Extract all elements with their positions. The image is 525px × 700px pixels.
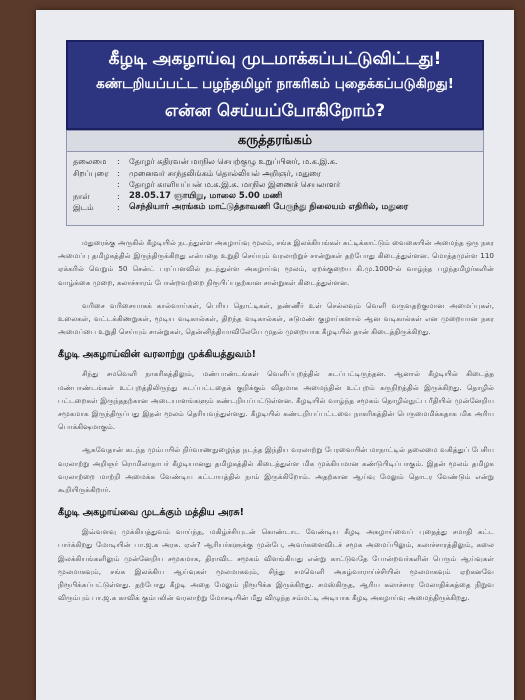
headline-line-3: என்ன செய்யப்போகிறோம்? bbox=[164, 101, 386, 121]
section-heading: கீழடி அகழாய்வை முடக்கும் மத்திய அரசு! bbox=[58, 507, 244, 519]
paragraph: மதுரைக்கு அருகில் கீழடியில் நடந்துள்ள அகழாய்வு மூலம், சங்க இலக்கியங்கள் சுட்டிக்காட்டும் வைகையின் அமைந்த ஒரு நகர அமைப்பு தமிழகத்தில் இருந்திருக்கிறது என்பதை உறுதி செய்யும் வரலாற்றுச் சான்றுகள் தற்போது கிடைத்துள்ளன. மொத்தமுள்ள 110 ஏக்கரில் வெறும் 50 சென்ட் பரப்பளவில் நடந்துள்ள அகழாய்வு மூலம், ஏறக்குறைய கி.மு.1000-ல் வாழ்ந்த பழந்தமிழர்களின் வாழ்க்கை முறை, கலாச்சாரம் போன்றவற்றை நிரூபிப்பதற்கான சான்றுகள் கிடைத்துள்ளன. bbox=[58, 238, 494, 287]
headline-banner bbox=[66, 40, 484, 130]
detail-row-date: நாள் : 28.05.17 ஞாயிறு, மாலை 5.00 மணி bbox=[73, 190, 283, 201]
detail-row-speaker-2: : தோழர் காளியப்பன் ம.க.இ.க. மாநில இணைச் செயலாளர் bbox=[73, 179, 477, 191]
event-details bbox=[66, 152, 484, 226]
headline-line-2: கண்டறியப்பட்ட பழந்தமிழர் நாகரிகம் புதைக்கப்படுகிறது! bbox=[96, 76, 454, 92]
detail-value: முனைவர் சாந்தலிங்கம் தொல்லியல் அறிஞர், மதுரை bbox=[129, 168, 321, 178]
section-heading: கீழடி அகழாய்வின் வரலாற்று முக்கியத்துவம்! bbox=[58, 349, 256, 361]
paragraph: சிந்து சமவெளி நாகரிகத்திலும், மண்பாண்டங்கள் வெளிப்புறத்தில் சுடப்பட்டிருந்தன. ஆனால் கீழடியில் கிடைத்த மண்பாண்டங்கள் உட்புறத்திலிருந்து சுடப்பட்டதைக் குறிக்கும் விதமாக அமைந்தின் உட்புறம் கருநிறத்தில் இருக்கிறது. தொழில் பட்டறைகள் இருந்ததற்கான அடையாளங்களும் கண்டறியப்பட்டுள்ளன. கீழடியில் வாழ்ந்த சமூகம் தொழில்நுட்ப ரீதியில் முன்னேறிய சமூகமாக இருந்திருப்பது இதன் மூலம் தெரியவந்துள்ளது. கீழடியில் கண்டறியப்பட்டவை நாகரிகத்தின் பெருமைமிக்கதாக மிக அரிய பொக்கிஷமாகும். bbox=[58, 369, 494, 432]
detail-row-speaker: சிறப்புரை : முனைவர் சாந்தலிங்கம் தொல்லியல் அறிஞர், மதுரை bbox=[73, 168, 321, 178]
paragraph: இவ்வளவு முக்கியத்துவம் வாய்ந்த, மகிழ்ச்சியுடன் கொண்டாட வேண்டிய கீழடி அகழாய்வைப் புதைத்து சமாதி கட்ட பார்க்கிறது மோடியின் பா.ஜ.க அரசு. ஏன்? ஆரியர்களுக்கு முன்பே, அவர்களைவிடச் சமூக அமைப்பிலும், கலாச்சாரத்திலும், கலை இலக்கியங்களிலும் முன்னேறிய சமூகமாக, திராவிட சமூகம் விளங்கியது என்று காட்டுவதே போன்றவர்களின் பெரும் ஆய்வுகள் மூலமாகவும், சங்க இலக்கிய ஆய்வுகள் மூலமாகவும், சிந்து சமவெளி அகழ்வாராய்ச்சியின் மூலமாகவும் ஏற்கனவே நிரூபிக்கப்பட்டுள்ளது. தற்போது கீழடி அதை மேலும் நிரூபிக்க இருக்கிறது. சமஸ்கிருத, ஆரிய கலாச்சார மேலாதிக்கத்தை நிறுவ விரும்பும் பா.ஜ.க காவிக் கும்பலின் வரலாற்று மோசடியின் மீது விழுந்த சம்மட்டி அடியாக கீழடி அகழாய்வு அமைந்திருக்கிறது. bbox=[58, 527, 494, 603]
detail-value: தோழர் கதிரவன் மாநில செயற்குழு உறுப்பினர், ம.க.இ.க. bbox=[129, 157, 338, 166]
detail-value: செந்தியார் அரங்கம் மாட்டுத்தாவணி பேருந்து நிலையம் எதிரில், மதுரை bbox=[129, 202, 409, 212]
paragraph: வரிசை வரிசையாகக் கால்வாய்கள், பெரிய தொட்டிகள், தண்ணீர் உள் செல்லவும் வெளி வருவதற்குமான அமைப்புகள், உலைகள், வட்டக்கிணறுகள், மூடிய வடிகால்கள், திறந்த வடிகால்கள், சுடுமண் குழாய்களால் ஆன வடிகால்கள் என முறையான நகர அமைப்பை உறுதி செய்யும் சான்றுகள், தென்னிந்தியாவிலேயே முதல் முறையாக கீழடியில் தான் கிடைத்திருக்கிறது. bbox=[58, 300, 494, 337]
flyer-page bbox=[36, 10, 514, 700]
detail-row-venue: இடம் : செந்தியார் அரங்கம் மாட்டுத்தாவணி பேருந்து நிலையம் எதிரில், மதுரை bbox=[73, 202, 409, 212]
detail-label: தலைமை bbox=[73, 157, 107, 166]
paragraph: ஆகவேதான் கடந்த மும்பயில் நிர்வாணநுழைந்த நடந்த இந்திய வரலாற்று பேரவையின் மாநாட்டில் தலைமை வகித்துப் பேசிய வரலாற்று அறிஞர் ரொமிலாதாபர் கீழடியானது தமிழகத்தில் கிடைத்துள்ள மிக முக்கியமான கண்டுபிடிப்பாகும். இதன் மூலம் தமிழக வரலாற்றை மாற்றி அமைக்க வேண்டிய கட்டாயத்தில் நாம் இருக்கிறோம். அதற்கான ஆய்வு மேலும் தொடர வேண்டும் என்று கூறியிருக்கிறார். bbox=[58, 445, 494, 495]
detail-label: சிறப்புரை bbox=[73, 168, 109, 178]
detail-value: தோழர் காளியப்பன் ம.க.இ.க. மாநில இணைச் செயலாளர் bbox=[129, 180, 341, 189]
article-body bbox=[58, 236, 494, 614]
detail-label: நாள் bbox=[73, 191, 90, 201]
detail-label bbox=[73, 179, 117, 191]
event-title: கருத்தரங்கம் bbox=[66, 130, 484, 152]
headline-line-1: கீழடி அகழாய்வு முடமாக்கப்பட்டுவிட்டது! bbox=[108, 49, 442, 69]
detail-value: 28.05.17 ஞாயிறு, மாலை 5.00 மணி bbox=[129, 190, 283, 201]
detail-label: இடம் bbox=[73, 203, 94, 212]
detail-row-chair: தலைமை : தோழர் கதிரவன் மாநில செயற்குழு உறுப்பினர், ம.க.இ.க. bbox=[73, 157, 338, 166]
